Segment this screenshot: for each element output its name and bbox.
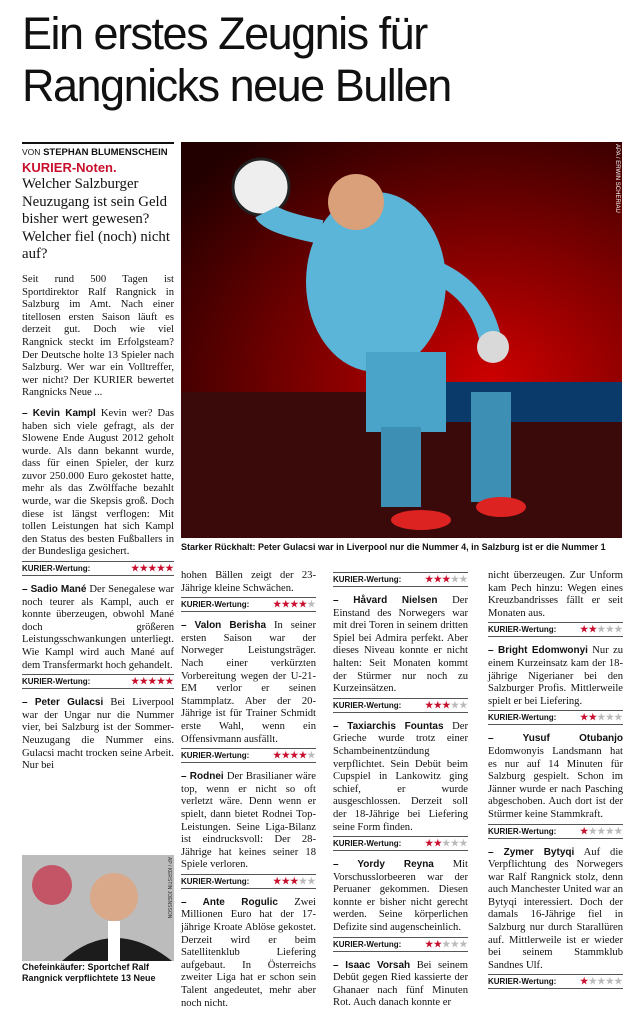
rating-label: KURIER-Wertung: — [488, 826, 557, 836]
player-name: – Rodnei — [181, 771, 224, 783]
player-text: Der Senegalese war noch teurer als Kampl, auch er konnte überzeugen, obwohl Mané doch größeren Leistungsschwankungen unterliegt. Wie Kampl wird auch Mané auf dem Transfermarkt hoch gehandelt. — [22, 584, 175, 671]
byline-prefix: VON — [22, 147, 41, 157]
player-rodnei — [181, 771, 316, 889]
lead: Welcher Salzburger Neuzugang ist sein Geld bisher wert gewesen? Welcher fiel (noch) nicht auf? — [22, 176, 170, 263]
player-text: Der Brasilianer wäre top, wenn er nicht so oft verletzt wäre. Denn wenn er spielt, dann bietet Rodnei Top-Leistungen. Seine Liga-Bilanz ist eindrucksvoll: Der 28-Jährige hat keines seiner 18 Spiele verloren. — [181, 771, 316, 871]
rating-label: KURIER-Wertung: — [22, 564, 91, 574]
rating-stars: ★★★★★ — [425, 574, 468, 584]
headline-line-2: Rangnicks neue Bullen — [22, 60, 451, 111]
rating-label: KURIER-Wertung: — [181, 876, 250, 886]
rating-stars: ★★★★★ — [273, 599, 316, 610]
rating-row — [333, 572, 468, 587]
headline-line-1: Ein erstes Zeugnis für — [22, 8, 427, 59]
rating-row — [333, 937, 468, 952]
player-text: In seiner ersten Saison war der Norweger Leistungsträger. Nach einer verkürzten Vorbereitung wegen der U-21-EM verlor er seinen Stammplatz. Aber der 20-Jährige ist für Trainer Schmidt erste Wahl, wenn ein Offensivmann ausfällt. — [181, 620, 316, 745]
rangnick-illustration — [22, 855, 174, 961]
player-text-cont: nicht überzeugen. Zur Unform kam Pech hinzu: Wegen eines Kreuzbandrisses fällt er seit Monaten aus. — [488, 570, 623, 619]
rating-label: KURIER-Wertung: — [22, 677, 91, 687]
player-reyna — [333, 859, 468, 952]
intro-text: Seit rund 500 Tagen ist Sportdirektor Ralf Rangnick in Salzburg im Amt. Nach einer titellosen ersten Saison läuft es derzeit gut. Doch wie viel Rangnick steckt im Erfolgsteam? Der Deutsche holte 13 Spieler nach Salzburg. Wer war ein Volltreffer, wer nicht? Der KURIER bewertet Rangnicks Neue ... — [22, 273, 174, 399]
player-otubanjo — [488, 733, 623, 838]
player-mane — [22, 584, 174, 689]
rating-stars: ★★★★★ — [580, 624, 623, 635]
rating-row — [181, 597, 316, 612]
player-text: Edomwonyis Landsmann hat es nur auf 14 Minuten für Salzburg gespielt. Schon im Jänner wurde er nach Pasching abgeschoben. Auch dort ist der Stürmer keine Stammkraft. — [488, 745, 623, 820]
player-name: – Isaac Vorsah — [333, 959, 411, 971]
rating-row — [333, 698, 468, 713]
rating-row — [22, 674, 174, 689]
rating-label: KURIER-Wertung: — [333, 939, 402, 949]
player-vorsah — [333, 960, 468, 1010]
rating-label: KURIER-Wertung: — [181, 751, 250, 761]
rating-row — [22, 561, 174, 576]
player-nielsen — [333, 595, 468, 713]
player-name: – Zymer Bytyqi — [488, 846, 575, 858]
player-text: Bei seinem Debüt gegen Ried kassierte der Ghanaer nach fünf Minuten Rot. Auch danach konnte er — [333, 959, 468, 1009]
player-text: Zwei Millionen Euro hat der 17-jährige Kroate Ablöse gekostet. Derzeit wird er beim Satellitenklub Liefering aufgebaut. In Österreichs zweiter Liga hat er schon sein Talent angedeutet, mehr aber noch nicht. — [181, 896, 316, 1009]
player-berisha — [181, 620, 316, 763]
rating-label: KURIER-Wertung: — [488, 977, 557, 987]
left-column — [22, 142, 174, 773]
player-text: Mit Vorschusslorbeeren war der Peruaner gekommen. Diesen konnte er bisher nicht gerecht werden. Seine körperlichen Defizite sind augenscheinlich. — [333, 859, 468, 934]
player-text: Nur zu einem Kurzeinsatz kam der 18-jährige Nigerianer bei den Salzburger Profis. Mittlerweile spielt er bei Liefering. — [488, 645, 624, 707]
rating-row — [488, 622, 623, 637]
rating-stars: ★★★★★ — [425, 699, 468, 710]
rating-row — [488, 710, 623, 725]
rating-row — [333, 836, 468, 851]
player-rogulic — [181, 897, 316, 1010]
player-fountas — [333, 721, 468, 851]
rating-stars: ★★★★★ — [580, 976, 623, 987]
rating-row — [488, 974, 623, 989]
player-name: – Valon Berisha — [181, 620, 267, 632]
rating-stars: ★★★★★ — [425, 938, 468, 949]
rating-stars: ★★★★★ — [131, 563, 174, 574]
byline — [22, 142, 174, 158]
column-2 — [181, 570, 316, 1010]
column-4 — [488, 570, 623, 989]
rating-label: KURIER-Wertung: — [333, 700, 402, 710]
player-name: – Kevin Kampl — [22, 407, 96, 419]
player-name: – Yusuf Otubanjo — [488, 733, 623, 745]
player-name: – Sadio Mané — [22, 584, 87, 596]
rating-stars: ★★★★★ — [273, 875, 316, 886]
player-text-cont: hohen Bällen zeigt der 23-Jährige kleine Schwächen. — [181, 570, 316, 594]
rating-stars: ★★★★★ — [580, 712, 623, 723]
main-photo — [181, 142, 622, 538]
player-text: Bei Liverpool war der Ungar nur die Nummer vier, bei Salzburg ist der Sommer-Neuzugang die Nummer eins. Gulacsi macht trocken seine Arbeit. Nur bei — [22, 697, 174, 772]
rating-label: KURIER-Wertung: — [488, 713, 557, 723]
rating-stars: ★★★★★ — [273, 750, 316, 761]
player-name: – Bright Edomwonyi — [488, 645, 588, 657]
rating-stars: ★★★★★ — [580, 825, 623, 836]
kicker: KURIER-Noten. — [22, 160, 117, 175]
rating-label: KURIER-Wertung: — [181, 600, 250, 610]
rating-row — [181, 748, 316, 763]
player-name: – Håvard Nielsen — [333, 595, 438, 606]
player-name: – Peter Gulacsi — [22, 697, 104, 709]
inset-credit: AP / KERSTIN JOENSSON — [166, 857, 172, 919]
rating-stars: ★★★★★ — [131, 676, 174, 687]
rating-label: KURIER-Wertung: — [488, 625, 557, 635]
rating-label: KURIER-Wertung: — [333, 839, 402, 849]
player-bytyqi — [488, 847, 623, 990]
player-name: – Taxiarchis Fountas — [333, 720, 444, 732]
byline-author: STEPHAN BLUMENSCHEIN — [43, 147, 168, 158]
photo-caption: Starker Rückhalt: Peter Gulacsi war in Liverpool nur die Nummer 4, in Salzburg ist er die Nummer 1 — [181, 542, 606, 552]
rating-row — [488, 824, 623, 839]
player-kampl — [22, 408, 174, 576]
rating-label: KURIER-Wertung: — [333, 575, 402, 584]
inset-photo — [22, 855, 174, 961]
player-edomwonyi — [488, 645, 623, 725]
player-text: Der Einstand des Norwegers war mit drei Toren in seinem dritten Spiel bei Admira perfekt. Aber dieses Niveau konnte er nicht halten: Seit Monaten kommt der Stürmer nur noch zu Kurzeinsätzen. — [333, 595, 468, 695]
player-gulacsi — [22, 697, 174, 773]
photo-credit: APA / ERWIN SCHERIAU — [614, 144, 620, 213]
player-text: Der Grieche wurde trotz einer Schambeinentzündung verpflichtet. Sein Debüt beim Cupspiel in Lankowitz ging schief, er wurde ausgeschlossen. Derzeit soll der 18-Jährige bei Liefering seine Form finden. — [333, 720, 468, 833]
player-name: – Ante Rogulic — [181, 896, 278, 908]
player-text: Kevin wer? Das haben sich viele gefragt, als der Slowene Ende August 2012 geholt wurde. Als dann bekannt wurde, dass für einen Spieler, der kurz zuvor 250.000 Euro gekostet hatte, mehr als das Zwölffache bezahlt wurde, war die Skepsis groß. Doch diese ist längst verflogen: Mit tollen Leistungen hat sich Kampl den Status des besten Fußballers in der Bundesliga gesichert. — [22, 407, 174, 558]
column-3 — [333, 570, 468, 1010]
headline — [22, 8, 632, 112]
goalkeeper-illustration — [181, 142, 622, 538]
player-text: Auf die Verpflichtung des Norwegers war Ralf Rangnick stolz, denn auch Manchester United war an Bytyqi interessiert. Doch der damals 16-Jährige fiel in Salzburg nur durch Starallüren auf. Mittlerweile ist er wieder bei seinem Stammklub Sandnes Ulf. — [488, 846, 623, 971]
rating-stars: ★★★★★ — [425, 838, 468, 849]
rating-row — [181, 874, 316, 889]
player-name: – Yordy Reyna — [333, 859, 434, 871]
inset-caption: Chefeinkäufer: Sportchef Ralf Rangnick verpflichtete 13 Neue — [22, 962, 156, 983]
